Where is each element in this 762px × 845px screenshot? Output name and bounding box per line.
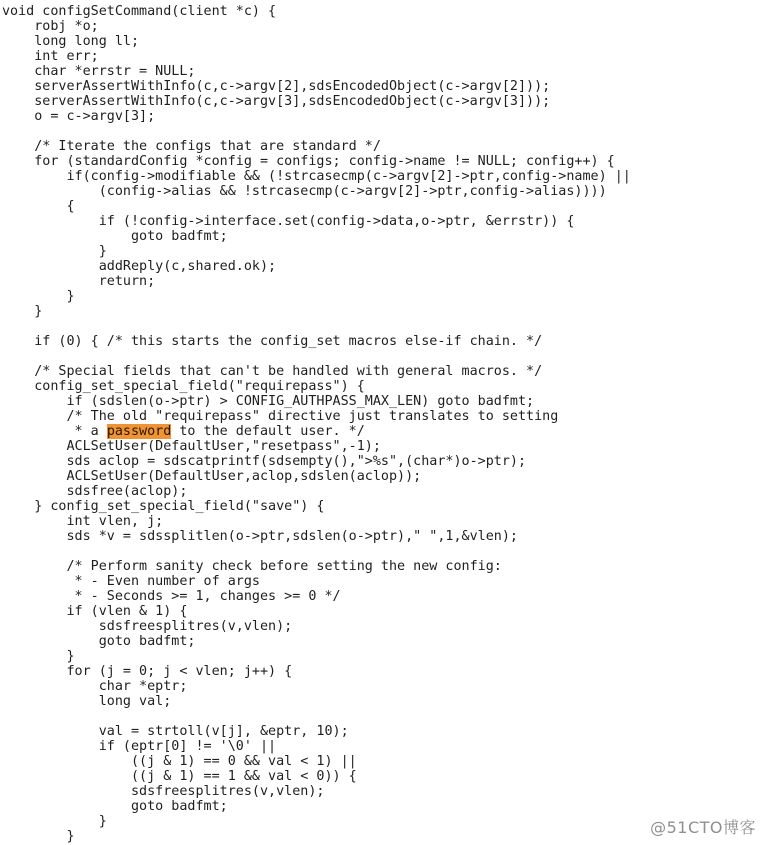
code-line: goto badfmt; (2, 799, 228, 814)
code-line: return; (2, 274, 156, 289)
code-line: * - Seconds >= 1, changes >= 0 */ (2, 589, 341, 604)
code-line: } config_set_special_field("save") { (2, 499, 325, 514)
code-line: * - Even number of args (2, 574, 260, 589)
code-line: ACLSetUser(DefaultUser,aclop,sdslen(aclop)); (2, 469, 422, 484)
code-line: ACLSetUser(DefaultUser,"resetpass",-1); (2, 439, 381, 454)
code-line: if (vlen & 1) { (2, 604, 188, 619)
code-line: /* Iterate the configs that are standard */ (2, 139, 381, 154)
code-line: sds aclop = sdscatprintf(sdsempty(),">%s",(char*)o->ptr); (2, 454, 527, 469)
code-line (2, 349, 762, 364)
code-line: /* The old "requirepass" directive just translates to setting (2, 409, 559, 424)
code-line: } (2, 289, 75, 304)
code-line (2, 544, 762, 559)
code-line: for (j = 0; j < vlen; j++) { (2, 664, 293, 679)
code-line (2, 709, 762, 724)
code-line: (config->alias && !strcasecmp(c->argv[2]->ptr,config->alias)))) (2, 184, 607, 199)
code-line: char *errstr = NULL; (2, 64, 196, 79)
code-line: for (standardConfig *config = configs; config->name != NULL; config++) { (2, 154, 615, 169)
code-line: } (2, 304, 43, 319)
code-line: { (2, 199, 75, 214)
code-line: config_set_special_field("requirepass") { (2, 379, 365, 394)
watermark-51cto-logo: @51CTO博客 (650, 818, 756, 837)
code-line: serverAssertWithInfo(c,c->argv[3],sdsEncodedObject(c->argv[3])); (2, 94, 551, 109)
code-line: if (0) { /* this starts the config_set macros else-if chain. */ (2, 334, 543, 349)
code-line: void configSetCommand(client *c) { (2, 4, 277, 19)
code-line: goto badfmt; (2, 634, 196, 649)
code-line: robj *o; (2, 19, 99, 34)
code-line: } (2, 244, 107, 259)
code-line (2, 124, 762, 139)
code-line: addReply(c,shared.ok); (2, 259, 277, 274)
code-line: sds *v = sdssplitlen(o->ptr,sdslen(o->ptr)," ",1,&vlen); (2, 529, 518, 544)
code-line (2, 319, 762, 334)
code-line: int vlen, j; (2, 514, 164, 529)
code-line: ((j & 1) == 1 && val < 0)) { (2, 769, 357, 784)
code-line: /* Perform sanity check before setting the new config: (2, 559, 502, 574)
code-line: sdsfreesplitres(v,vlen); (2, 784, 325, 799)
code-line: } (2, 649, 75, 664)
code-line: if (!config->interface.set(config->data,o->ptr, &errstr)) { (2, 214, 575, 229)
code-line: serverAssertWithInfo(c,c->argv[2],sdsEncodedObject(c->argv[2])); (2, 79, 551, 94)
code-line: /* Special fields that can't be handled with general macros. */ (2, 364, 543, 379)
code-line: int err; (2, 49, 99, 64)
code-line: sdsfree(aclop); (2, 484, 188, 499)
code-line: o = c->argv[3]; (2, 109, 156, 124)
code-line: long val; (2, 694, 172, 709)
code-line: long long ll; (2, 34, 140, 49)
code-line: * a password to the default user. */ (2, 424, 365, 439)
code-line: if(config->modifiable && (!strcasecmp(c->argv[2]->ptr,config->name) || (2, 169, 631, 184)
code-line: goto badfmt; (2, 229, 228, 244)
code-line: ((j & 1) == 0 && val < 1) || (2, 754, 357, 769)
code-line: } (2, 814, 107, 829)
code-line: sdsfreesplitres(v,vlen); (2, 619, 293, 634)
highlighted-search-term: password (106, 424, 172, 439)
code-line: } (2, 829, 75, 844)
code-line: char *eptr; (2, 679, 188, 694)
code-line: val = strtoll(v[j], &eptr, 10); (2, 724, 349, 739)
code-line: if (eptr[0] != '\0' || (2, 739, 277, 754)
code-line: if (sdslen(o->ptr) > CONFIG_AUTHPASS_MAX_LEN) goto badfmt; (2, 394, 535, 409)
